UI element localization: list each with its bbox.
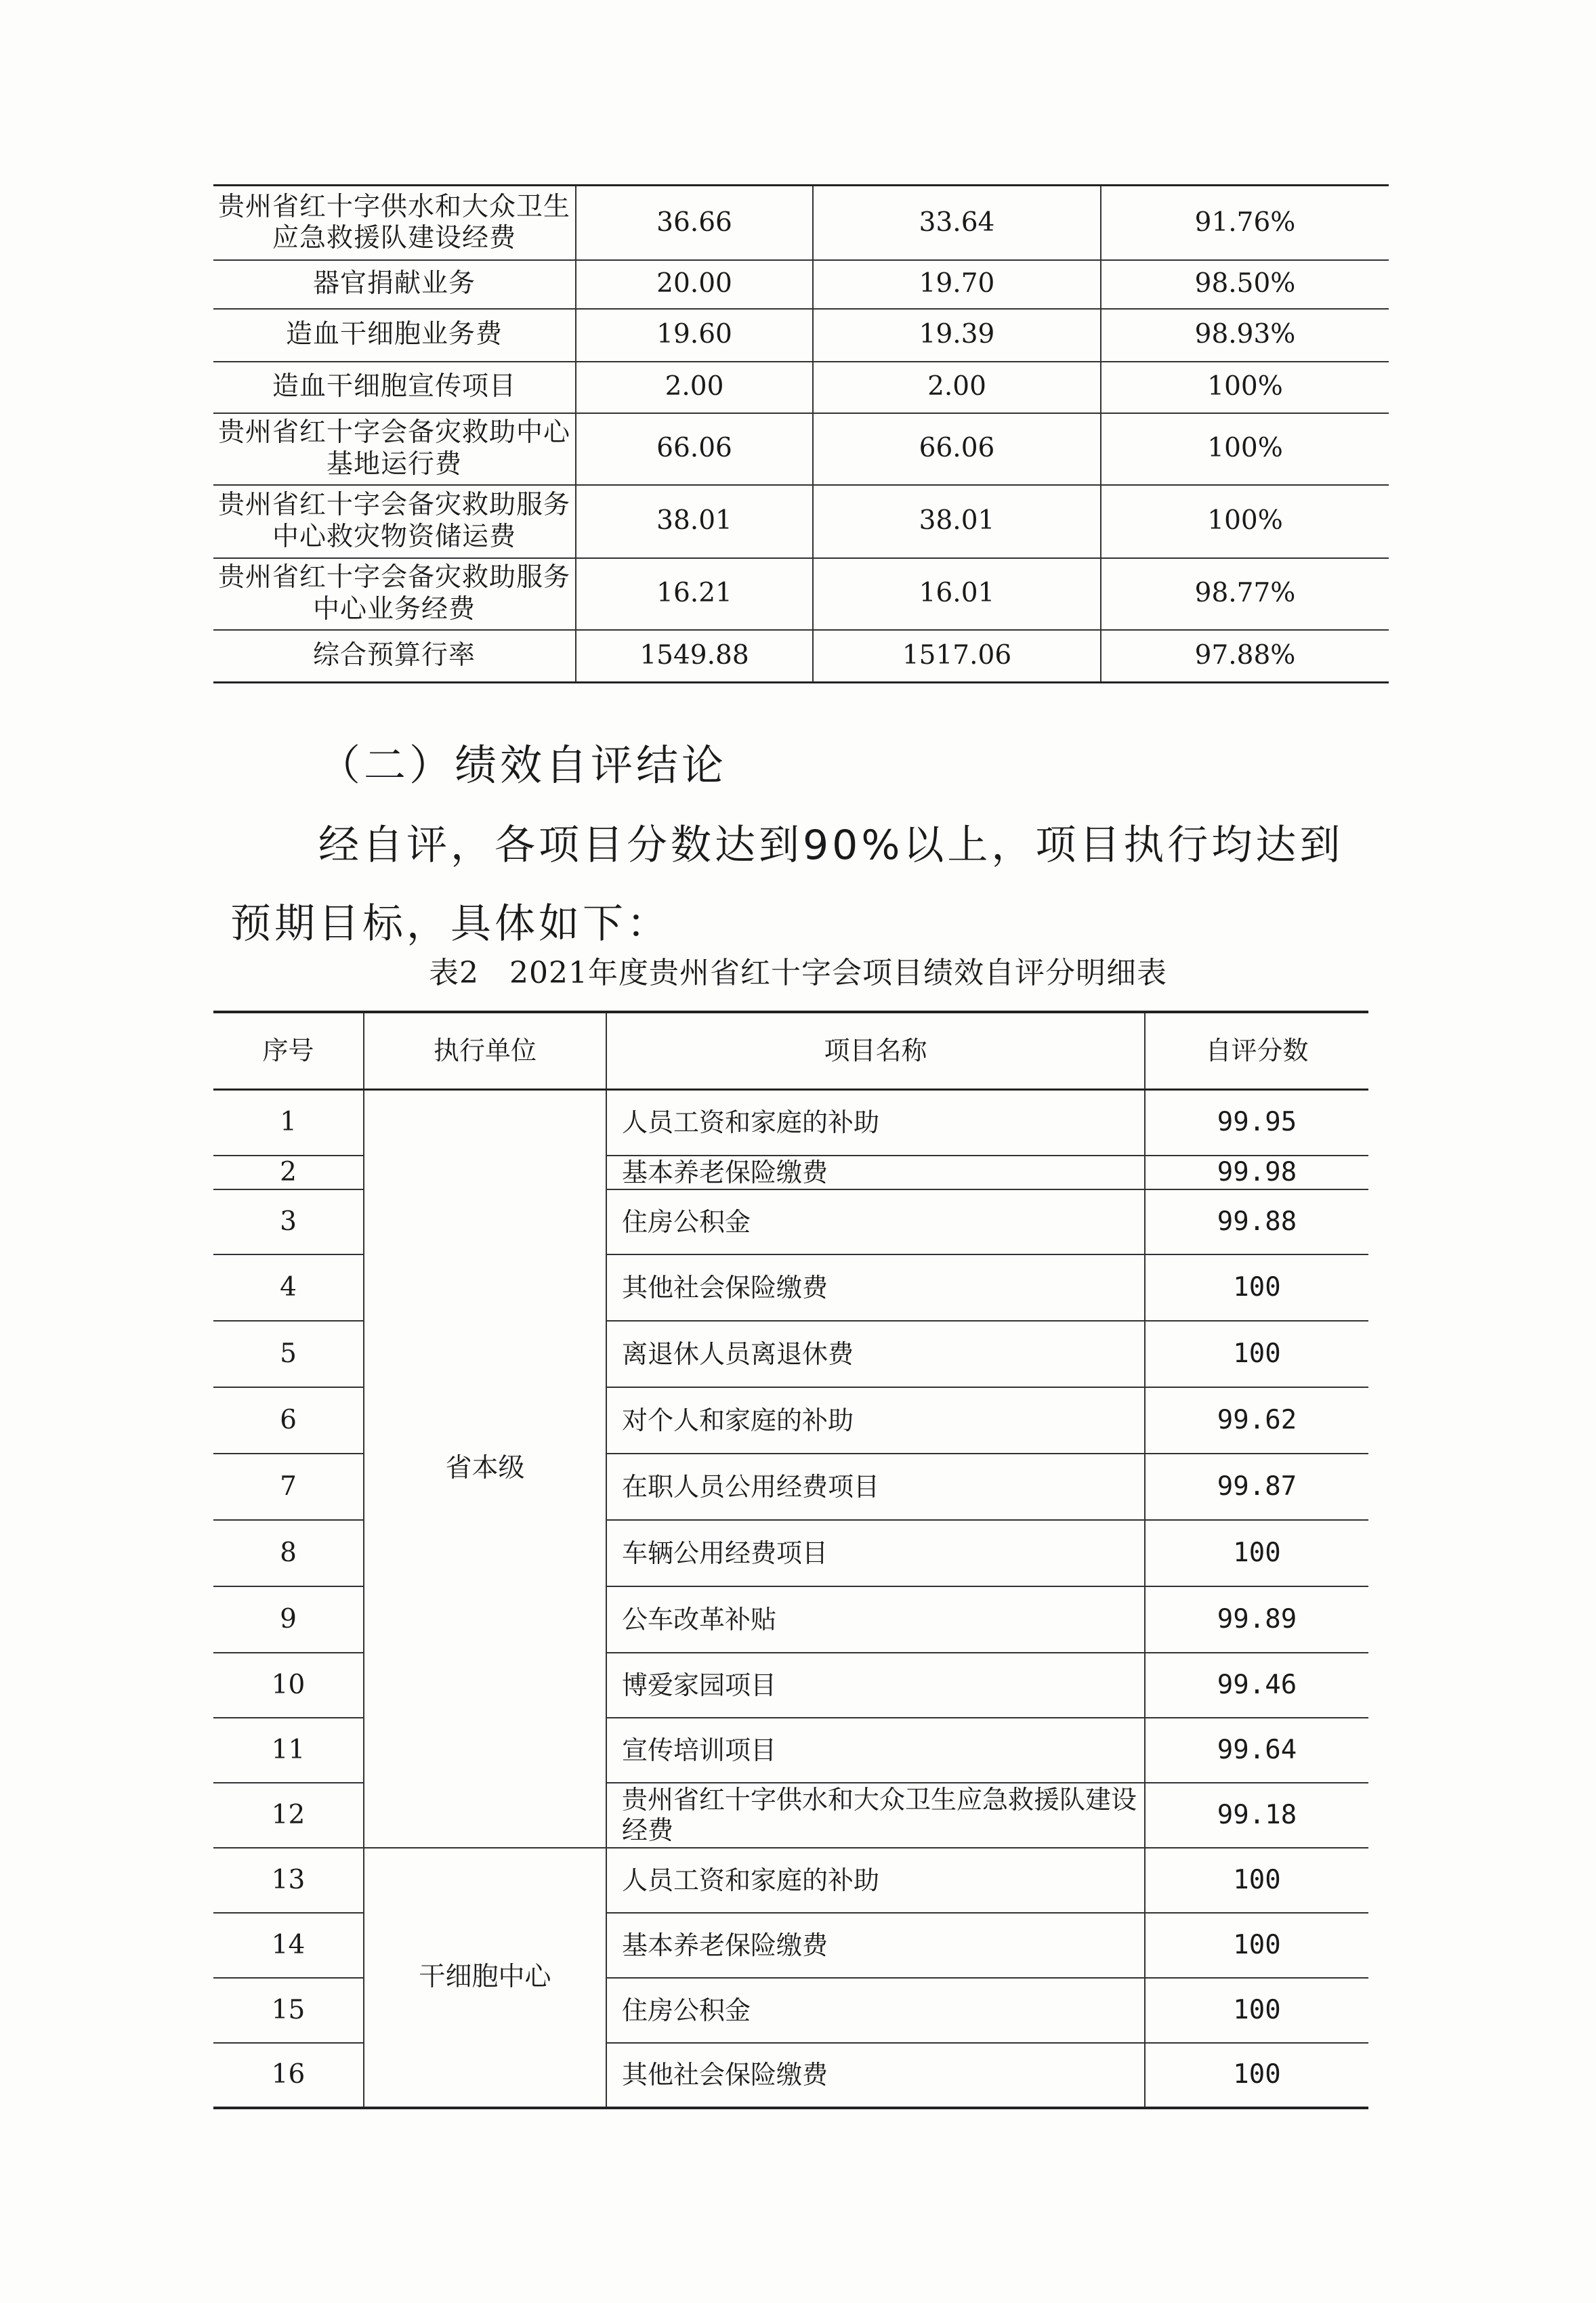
actual-cell: 1517.06 [813,630,1101,683]
number-cell: 16 [213,2043,364,2108]
table-row-total [213,630,1389,683]
project-name-cell: 在职人员公用经费项目 [606,1454,1145,1520]
unit-cell: 干细胞中心 [364,1848,606,2108]
budget-cell: 16.21 [576,558,813,630]
table-row [213,362,1389,413]
project-name-cell: 其他社会保险缴费 [606,1254,1145,1321]
number-cell: 15 [213,1978,364,2043]
project-name-cell: 离退休人员离退休费 [606,1321,1145,1387]
score-cell: 100 [1145,1321,1368,1387]
table-row [213,1848,1368,1913]
rate-cell: 100% [1101,362,1389,413]
budget-cell: 19.60 [576,309,813,362]
actual-cell: 38.01 [813,485,1101,558]
budget-cell: 20.00 [576,260,813,309]
project-name-cell: 对个人和家庭的补助 [606,1387,1145,1454]
number-cell: 12 [213,1783,364,1848]
number-cell: 8 [213,1520,364,1586]
score-cell: 99.62 [1145,1387,1368,1454]
header-cell: 自评分数 [1145,1012,1368,1089]
project-name-cell: 住房公积金 [606,1978,1145,2043]
project-name-cell: 贵州省红十字供水和大众卫生应急救援队建设经费 [213,186,576,260]
budget-cell: 66.06 [576,413,813,485]
score-cell: 99.87 [1145,1454,1368,1520]
budget-cell: 2.00 [576,362,813,413]
score-cell: 99.46 [1145,1653,1368,1718]
score-cell: 99.18 [1145,1783,1368,1848]
body-paragraph: 经自评，各项目分数达到90%以上，项目执行均达到预期目标，具体如下： [230,822,1344,948]
header-cell: 序号 [213,1012,364,1089]
score-cell: 100 [1145,1978,1368,2043]
project-name-cell: 基本养老保险缴费 [606,1913,1145,1978]
actual-cell: 33.64 [813,186,1101,260]
budget-cell: 36.66 [576,186,813,260]
project-name-cell: 器官捐献业务 [213,260,576,309]
project-name-cell: 宣传培训项目 [606,1718,1145,1783]
header-cell: 执行单位 [364,1012,606,1089]
actual-cell: 19.39 [813,309,1101,362]
score-cell: 99.95 [1145,1089,1368,1156]
budget-execution-table [213,184,1389,683]
number-cell: 5 [213,1321,364,1387]
project-name-cell: 人员工资和家庭的补助 [606,1089,1145,1156]
score-cell: 99.89 [1145,1586,1368,1653]
score-cell: 100 [1145,1913,1368,1978]
project-name-cell: 造血干细胞宣传项目 [213,362,576,413]
number-cell: 1 [213,1089,364,1156]
rate-cell: 91.76% [1101,186,1389,260]
number-cell: 3 [213,1189,364,1254]
project-name-cell: 贵州省红十字会备灾救助中心基地运行费 [213,413,576,485]
number-cell: 9 [213,1586,364,1653]
number-cell: 4 [213,1254,364,1321]
rate-cell: 98.77% [1101,558,1389,630]
rate-cell: 100% [1101,413,1389,485]
number-cell: 7 [213,1454,364,1520]
score-cell: 100 [1145,1848,1368,1913]
budget-cell: 38.01 [576,485,813,558]
project-name-cell: 车辆公用经费项目 [606,1520,1145,1586]
project-name-cell: 住房公积金 [606,1189,1145,1254]
number-cell: 11 [213,1718,364,1783]
project-name-cell: 造血干细胞业务费 [213,309,576,362]
score-cell: 99.88 [1145,1189,1368,1254]
project-name-cell: 基本养老保险缴费 [606,1156,1145,1189]
table-row [213,558,1389,630]
number-cell: 10 [213,1653,364,1718]
number-cell: 2 [213,1156,364,1189]
header-cell: 项目名称 [606,1012,1145,1089]
number-cell: 13 [213,1848,364,1913]
project-name-cell: 贵州省红十字供水和大众卫生应急救援队建设经费 [606,1783,1145,1848]
table-caption: 表2 2021年度贵州省红十字会项目绩效自评分明细表 [429,956,1167,990]
actual-cell: 66.06 [813,413,1101,485]
project-name-cell: 公车改革补贴 [606,1586,1145,1653]
rate-cell: 100% [1101,485,1389,558]
score-cell: 100 [1145,1520,1368,1586]
score-cell: 100 [1145,2043,1368,2108]
table-header-row [213,1012,1368,1089]
project-name-cell: 博爱家园项目 [606,1653,1145,1718]
table-row [213,186,1389,260]
budget-cell: 1549.88 [576,630,813,683]
score-detail-table [213,1011,1368,2109]
score-cell: 99.64 [1145,1718,1368,1783]
rate-cell: 98.93% [1101,309,1389,362]
number-cell: 6 [213,1387,364,1454]
table-row [213,1089,1368,1156]
actual-cell: 19.70 [813,260,1101,309]
rate-cell: 97.88% [1101,630,1389,683]
score-cell: 99.98 [1145,1156,1368,1189]
table-row [213,260,1389,309]
project-name-cell: 贵州省红十字会备灾救助服务中心业务经费 [213,558,576,630]
rate-cell: 98.50% [1101,260,1389,309]
project-name-cell: 其他社会保险缴费 [606,2043,1145,2108]
unit-cell: 省本级 [364,1089,606,1848]
number-cell: 14 [213,1913,364,1978]
table-row [213,485,1389,558]
project-name-cell: 贵州省红十字会备灾救助服务中心救灾物资储运费 [213,485,576,558]
table-row [213,309,1389,362]
section-heading: （二）绩效自评结论 [318,740,728,790]
table-row [213,413,1389,485]
actual-cell: 2.00 [813,362,1101,413]
score-cell: 100 [1145,1254,1368,1321]
actual-cell: 16.01 [813,558,1101,630]
project-name-cell: 综合预算行率 [213,630,576,683]
project-name-cell: 人员工资和家庭的补助 [606,1848,1145,1913]
